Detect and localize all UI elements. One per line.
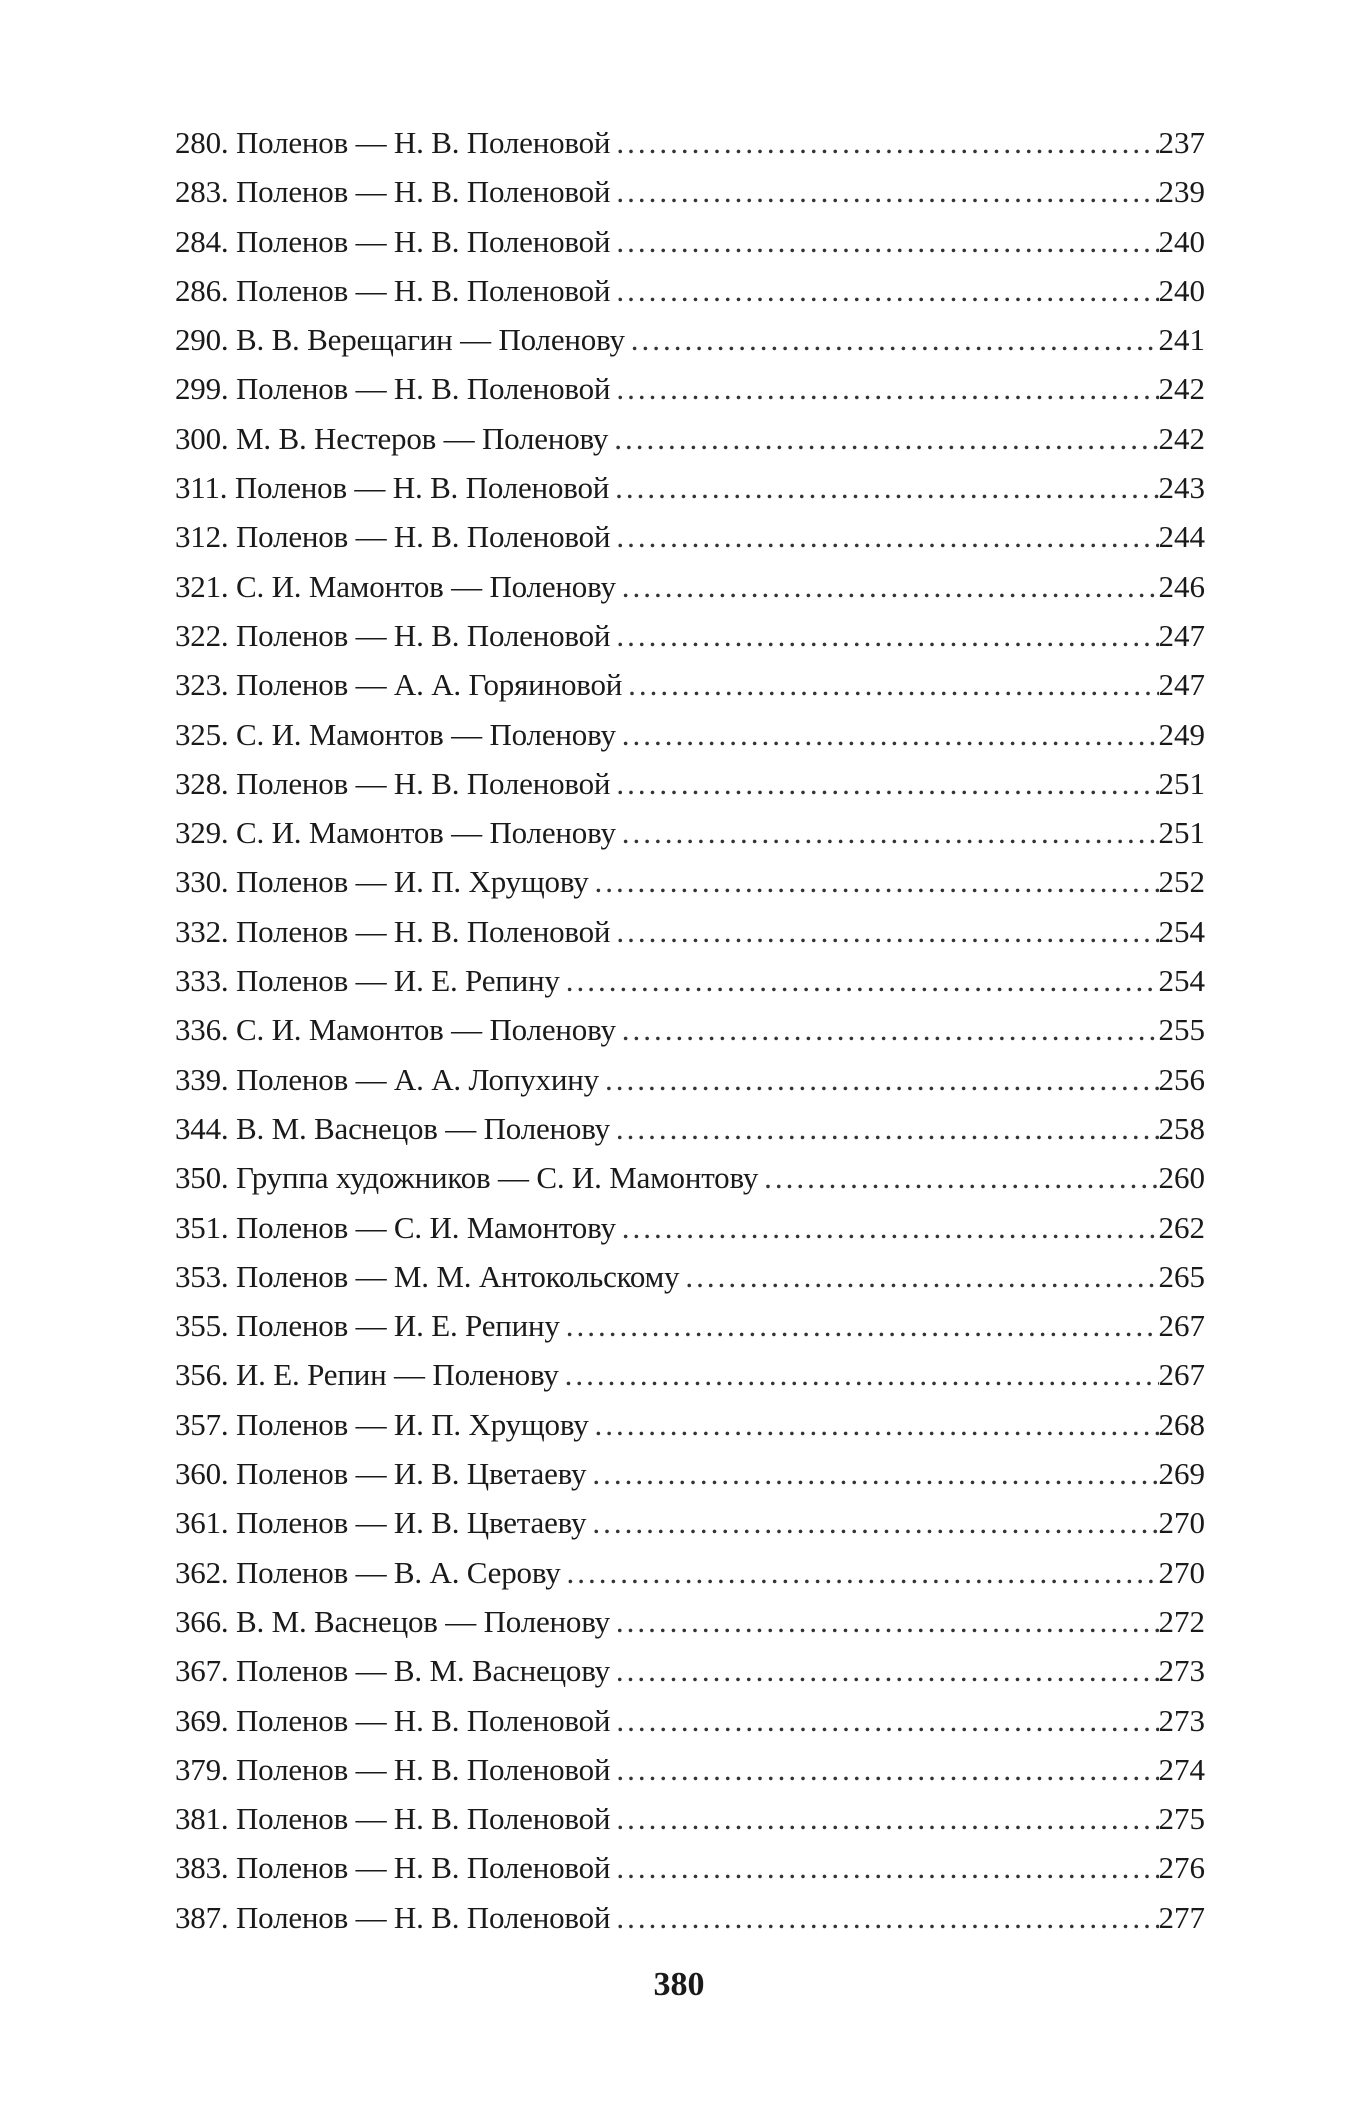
toc-entry xyxy=(175,217,1205,266)
toc-entry-title: 333. Поленов — И. Е. Репину xyxy=(175,963,560,999)
toc-entry xyxy=(175,463,1205,512)
dot-leader xyxy=(679,1252,1158,1301)
toc-entry-page: 277 xyxy=(1158,1899,1205,1935)
dot-leader xyxy=(610,1696,1158,1745)
toc-entry-page: 240 xyxy=(1158,272,1205,308)
toc-entry xyxy=(175,1745,1205,1794)
dot-leader xyxy=(560,956,1159,1005)
toc-entry xyxy=(175,167,1205,216)
toc-entry xyxy=(175,118,1205,167)
dot-leader xyxy=(616,1005,1159,1054)
dot-leader xyxy=(610,1843,1158,1892)
toc-entry xyxy=(175,1301,1205,1350)
toc-entry-page: 273 xyxy=(1158,1653,1205,1689)
toc-entry-title: 339. Поленов — А. А. Лопухину xyxy=(175,1061,599,1097)
toc-entry-page: 262 xyxy=(1158,1209,1205,1245)
toc-entry-title: 284. Поленов — Н. В. Поленовой xyxy=(175,223,611,259)
toc-entry-title: 383. Поленов — Н. В. Поленовой xyxy=(175,1850,611,1886)
toc-entry-title: 360. Поленов — И. В. Цветаеву xyxy=(175,1456,587,1492)
dot-leader xyxy=(608,414,1158,463)
toc-entry-title: 369. Поленов — Н. В. Поленовой xyxy=(175,1702,611,1738)
toc-entry-page: 256 xyxy=(1158,1061,1205,1097)
toc-entry-title: 322. Поленов — Н. В. Поленовой xyxy=(175,617,611,653)
toc-entry xyxy=(175,1055,1205,1104)
toc-entry-title: 355. Поленов — И. Е. Репину xyxy=(175,1308,560,1344)
dot-leader xyxy=(616,808,1159,857)
toc-entry xyxy=(175,857,1205,906)
toc-entry-page: 260 xyxy=(1158,1160,1205,1196)
toc-entry-title: 328. Поленов — Н. В. Поленовой xyxy=(175,765,611,801)
dot-leader xyxy=(610,1745,1158,1794)
dot-leader xyxy=(610,1597,1159,1646)
toc-entry-title: 280. Поленов — Н. В. Поленовой xyxy=(175,125,611,160)
toc-entry-title: 332. Поленов — Н. В. Поленовой xyxy=(175,913,611,949)
toc-entry xyxy=(175,1350,1205,1399)
dot-leader xyxy=(616,1203,1159,1252)
page-number: 380 xyxy=(653,1966,705,2003)
toc-entry-page: 270 xyxy=(1158,1554,1205,1590)
toc-entry-page: 239 xyxy=(1158,174,1205,210)
dot-leader xyxy=(616,562,1159,611)
toc-entry-page: 265 xyxy=(1158,1258,1205,1294)
toc-entry xyxy=(175,1548,1205,1597)
toc-entry-page: 267 xyxy=(1158,1308,1205,1344)
dot-leader xyxy=(610,759,1158,808)
toc-entry-title: 330. Поленов — И. П. Хрущову xyxy=(175,864,589,900)
toc-entry-title: 321. С. И. Мамонтов — Поленову xyxy=(175,568,616,604)
toc-entry-title: 366. В. М. Васнецов — Поленову xyxy=(175,1603,610,1639)
dot-leader xyxy=(586,1498,1158,1547)
dot-leader xyxy=(589,1400,1159,1449)
toc-entry-page: 273 xyxy=(1158,1702,1205,1738)
toc-entry-title: 300. М. В. Нестеров — Поленову xyxy=(175,420,609,456)
dot-leader xyxy=(586,1449,1158,1498)
dot-leader xyxy=(610,1794,1158,1843)
toc-entry-title: 356. И. Е. Репин — Поленову xyxy=(175,1357,559,1393)
toc-entry xyxy=(175,1449,1205,1498)
dot-leader xyxy=(610,1104,1159,1153)
dot-leader xyxy=(560,1301,1159,1350)
toc-entry xyxy=(175,1893,1205,1942)
dot-leader xyxy=(616,710,1159,759)
toc-entry-title: 336. С. И. Мамонтов — Поленову xyxy=(175,1012,616,1048)
toc-entry xyxy=(175,710,1205,759)
toc-entry-title: 325. С. И. Мамонтов — Поленову xyxy=(175,716,616,752)
toc-entry-title: 299. Поленов — Н. В. Поленовой xyxy=(175,371,611,407)
toc-entry-page: 276 xyxy=(1158,1850,1205,1886)
dot-leader xyxy=(610,512,1158,561)
dot-leader xyxy=(610,118,1158,167)
toc-entry-page: 242 xyxy=(1158,420,1205,456)
toc-entry-page: 272 xyxy=(1158,1603,1205,1639)
toc-entry xyxy=(175,660,1205,709)
dot-leader xyxy=(610,217,1158,266)
toc-entry xyxy=(175,1498,1205,1547)
toc-entry-title: 283. Поленов — Н. В. Поленовой xyxy=(175,174,611,210)
toc-entry xyxy=(175,759,1205,808)
toc-entry-page: 249 xyxy=(1158,716,1205,752)
toc-entry-page: 237 xyxy=(1158,125,1205,160)
toc-entry xyxy=(175,1646,1205,1695)
dot-leader xyxy=(758,1153,1158,1202)
toc-entry-page: 275 xyxy=(1158,1801,1205,1837)
toc-entry-page: 242 xyxy=(1158,371,1205,407)
toc-entry-page: 255 xyxy=(1158,1012,1205,1048)
toc-entry-title: 387. Поленов — Н. В. Поленовой xyxy=(175,1899,611,1935)
toc-entry-title: 312. Поленов — Н. В. Поленовой xyxy=(175,519,611,555)
toc-entry-title: 344. В. М. Васнецов — Поленову xyxy=(175,1110,610,1146)
toc-entry xyxy=(175,1400,1205,1449)
toc-entry-page: 254 xyxy=(1158,913,1205,949)
dot-leader xyxy=(610,167,1158,216)
toc-entry-page: 252 xyxy=(1158,864,1205,900)
toc-entry-title: 286. Поленов — Н. В. Поленовой xyxy=(175,272,611,308)
toc-entry xyxy=(175,266,1205,315)
toc-entry-page: 243 xyxy=(1158,470,1205,506)
toc-entry-page: 247 xyxy=(1158,667,1205,703)
toc-entry xyxy=(175,1794,1205,1843)
toc-entry xyxy=(175,1252,1205,1301)
toc-entry xyxy=(175,364,1205,413)
dot-leader xyxy=(599,1055,1159,1104)
toc-entry-page: 251 xyxy=(1158,815,1205,851)
toc-entry xyxy=(175,414,1205,463)
toc-entry xyxy=(175,1104,1205,1153)
toc-entry xyxy=(175,808,1205,857)
toc-entry xyxy=(175,512,1205,561)
toc-entry-page: 251 xyxy=(1158,765,1205,801)
dot-leader xyxy=(610,1893,1158,1942)
toc-entry xyxy=(175,315,1205,364)
toc-entry-title: 361. Поленов — И. В. Цветаеву xyxy=(175,1505,587,1541)
dot-leader xyxy=(589,857,1159,906)
toc-entry xyxy=(175,1597,1205,1646)
toc-entry-page: 241 xyxy=(1158,322,1205,358)
toc-entry xyxy=(175,1005,1205,1054)
toc-entry-title: 323. Поленов — А. А. Горяиновой xyxy=(175,667,623,703)
toc-entry-page: 267 xyxy=(1158,1357,1205,1393)
dot-leader xyxy=(622,660,1158,709)
toc-entry xyxy=(175,956,1205,1005)
toc-entry-page: 244 xyxy=(1158,519,1205,555)
dot-leader xyxy=(610,266,1158,315)
toc-entry-page: 247 xyxy=(1158,617,1205,653)
toc-entry-page: 274 xyxy=(1158,1751,1205,1787)
toc-entry-title: 329. С. И. Мамонтов — Поленову xyxy=(175,815,616,851)
dot-leader xyxy=(561,1548,1159,1597)
toc-entry xyxy=(175,907,1205,956)
toc-entry-page: 269 xyxy=(1158,1456,1205,1492)
toc-entry-title: 353. Поленов — М. М. Антокольскому xyxy=(175,1258,680,1294)
table-of-contents xyxy=(175,118,1205,1942)
toc-entry-title: 367. Поленов — В. М. Васнецову xyxy=(175,1653,610,1689)
dot-leader xyxy=(559,1350,1159,1399)
toc-entry-page: 258 xyxy=(1158,1110,1205,1146)
dot-leader xyxy=(610,364,1158,413)
dot-leader xyxy=(610,611,1158,660)
toc-entry-title: 290. В. В. Верещагин — Поленову xyxy=(175,322,625,358)
dot-leader xyxy=(610,1646,1159,1695)
toc-entry xyxy=(175,1843,1205,1892)
toc-entry xyxy=(175,1696,1205,1745)
toc-entry-title: 311. Поленов — Н. В. Поленовой xyxy=(175,470,610,506)
toc-entry-page: 254 xyxy=(1158,963,1205,999)
toc-entry-title: 379. Поленов — Н. В. Поленовой xyxy=(175,1751,611,1787)
toc-entry xyxy=(175,611,1205,660)
toc-entry-page: 270 xyxy=(1158,1505,1205,1541)
toc-entry-title: 350. Группа художников — С. И. Мамонтову xyxy=(175,1160,759,1196)
toc-entry-title: 381. Поленов — Н. В. Поленовой xyxy=(175,1801,611,1837)
toc-entry-title: 362. Поленов — В. А. Серову xyxy=(175,1554,561,1590)
toc-entry xyxy=(175,1203,1205,1252)
toc-entry-title: 357. Поленов — И. П. Хрущову xyxy=(175,1406,589,1442)
toc-entry-page: 246 xyxy=(1158,568,1205,604)
toc-entry-page: 268 xyxy=(1158,1406,1205,1442)
toc-entry xyxy=(175,562,1205,611)
dot-leader xyxy=(609,463,1158,512)
toc-entry-title: 351. Поленов — С. И. Мамонтову xyxy=(175,1209,616,1245)
dot-leader xyxy=(625,315,1159,364)
dot-leader xyxy=(610,907,1158,956)
toc-entry xyxy=(175,1153,1205,1202)
toc-entry-page: 240 xyxy=(1158,223,1205,259)
